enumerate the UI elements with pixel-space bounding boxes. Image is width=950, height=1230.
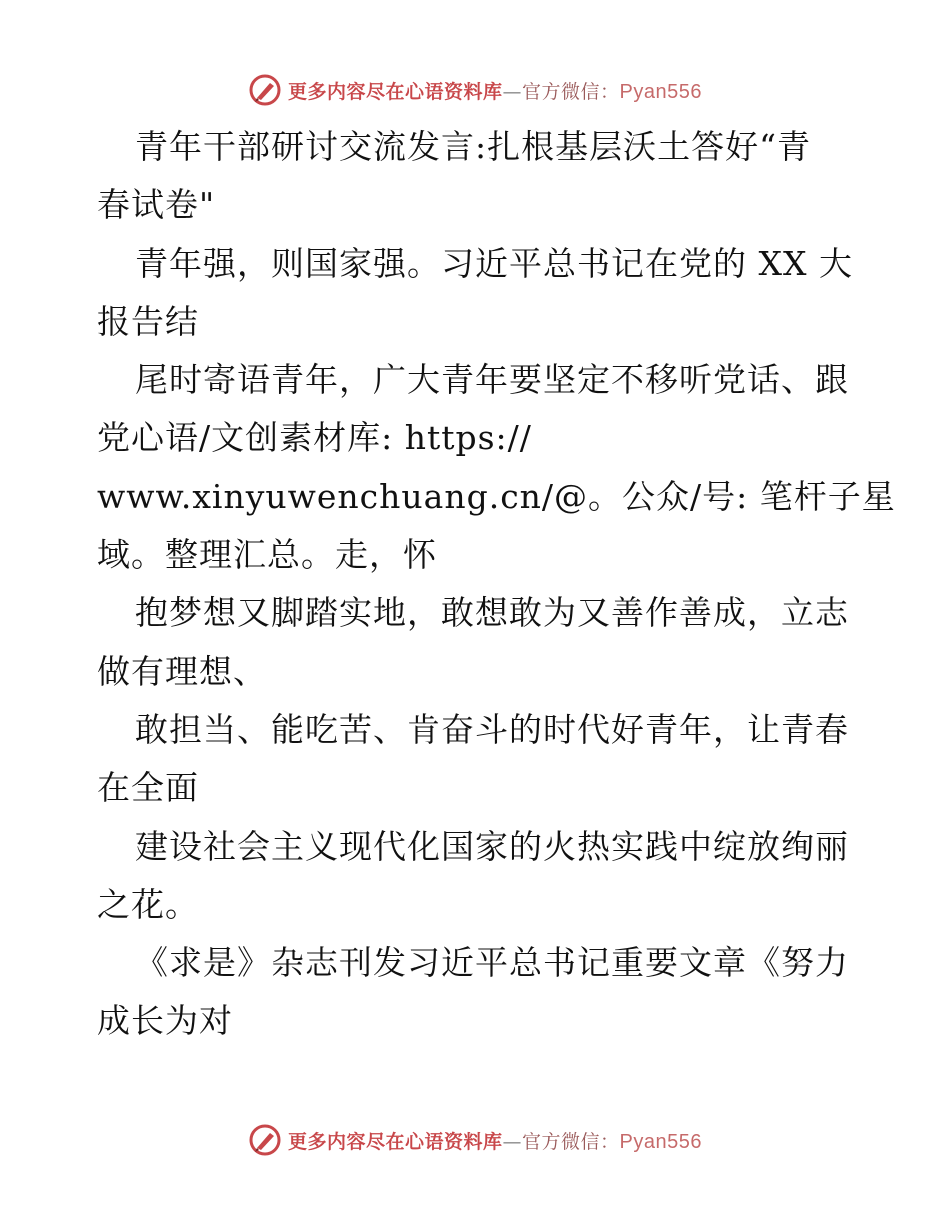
text-line: 报告结 (97, 301, 199, 341)
footer-watermark-banner (0, 1120, 950, 1160)
banner-dash: — (502, 1130, 523, 1153)
banner-wechat-id: Pyan556 (619, 80, 702, 103)
document-body (97, 118, 896, 1051)
text-line: 建设社会主义现代化国家的火热实践中绽放绚丽 (135, 826, 849, 866)
banner-main-text: 更多内容尽在心语资料库 (288, 80, 503, 103)
banner-main-text: 更多内容尽在心语资料库 (288, 1130, 503, 1153)
pen-logo-icon (248, 1123, 282, 1157)
text-line: 党心语/文创素材库: https:// (97, 418, 532, 458)
banner-text (288, 1127, 702, 1154)
text-line: 春试卷" (97, 185, 216, 225)
pen-logo-icon (248, 73, 282, 107)
banner-wechat-label: 官方微信： (522, 80, 620, 103)
banner-wechat-label: 官方微信： (522, 1130, 620, 1153)
text-line: 尾时寄语青年，广大青年要坚定不移听党话、跟 (135, 360, 849, 400)
banner-dash: — (502, 80, 523, 103)
text-line: 青年干部研讨交流发言:扎根基层沃土答好“青 (135, 127, 811, 166)
text-line: 敢担当、能吃苦、肯奋斗的时代好青年，让青春 (135, 709, 849, 749)
text-line: 成长为对 (97, 1001, 233, 1041)
banner-text (288, 77, 702, 104)
banner-wechat-id: Pyan556 (619, 1130, 702, 1153)
text-line: 在全面 (97, 768, 199, 808)
text-line: www.xinyuwenchuang.cn/@。公众/号: 笔杆子星 (97, 476, 896, 516)
text-line: 《求是》杂志刊发习近平总书记重要文章《努力 (135, 943, 849, 983)
text-line: 青年强，则国家强。习近平总书记在党的 XX 大 (135, 243, 853, 283)
text-line: 之花。 (97, 884, 199, 924)
text-line: 做有理想、 (97, 651, 267, 691)
header-watermark-banner (0, 70, 950, 110)
text-line: 抱梦想又脚踏实地，敢想敢为又善作善成，立志 (135, 593, 849, 633)
text-line: 域。整理汇总。走，怀 (97, 535, 437, 575)
